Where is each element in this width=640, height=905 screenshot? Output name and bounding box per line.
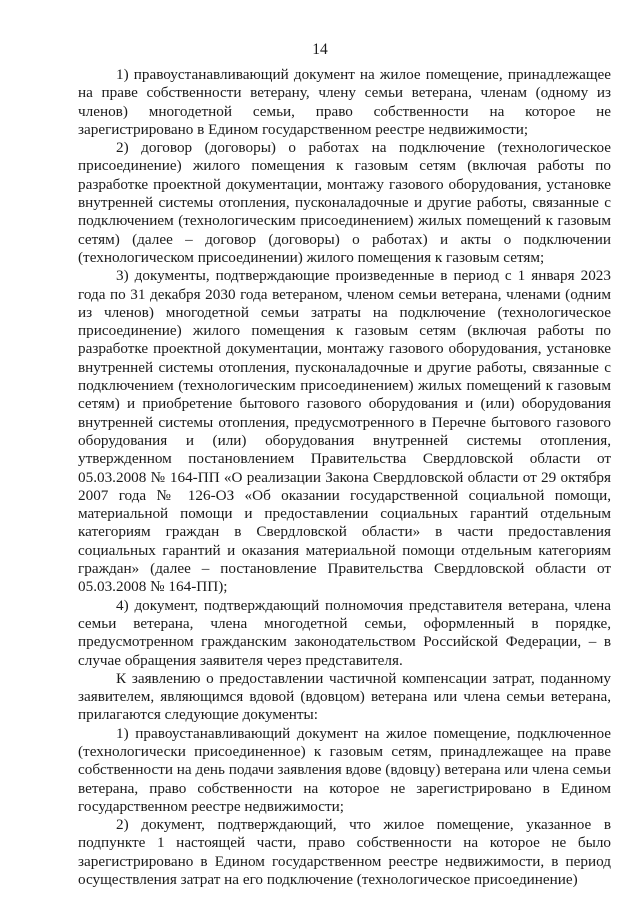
paragraph-attachments-intro: К заявлению о предоставлении частичной компенсации затрат, поданному заявителем, являющимся вдовой (вдовцом) ветерана или члена семьи ветерана, прилагаются следующие документы: <box>78 669 611 724</box>
paragraph-item-1: 1) правоустанавливающий документ на жилое помещение, принадлежащее на праве собственности ветерану, члену семьи ветерана, членам (одному из членов) многодетной семьи, право собственности на которое не зарегистрировано в Едином государственном реестре недвижимости; <box>78 66 611 138</box>
paragraph-widow-item-1: 1) правоустанавливающий документ на жилое помещение, подключенное (технологически присоединенное) к газовым сетям, принадлежащее на праве собственности на день подачи заявления вдове (вдовцу) ветерана или члена семьи ветерана, право собственности на которое не зарегистрировано в Едином государственном реестре недвижимости; <box>78 724 611 815</box>
paragraph-widow-item-2: 2) документ, подтверждающий, что жилое помещение, указанное в подпункте 1 настоящей части, право собственности на которое не было зарегистрировано в Едином государственном реестре недвижимости, в период осуществления затрат на его подключение (технологическое присоединение) <box>78 816 611 889</box>
paragraph-item-4: 4) документ, подтверждающий полномочия представителя ветерана, члена семьи ветерана, члена многодетной семьи, оформленный в порядке, предусмотренном гражданским законодательством Российской Федерации, – в случае обращения заявителя через представителя. <box>78 596 611 669</box>
document-body <box>78 66 611 889</box>
paragraph-item-2: 2) договор (договоры) о работах на подключение (технологическое присоединение) жилого помещения к газовым сетям (включая работы по разработке проектной документации, монтажу газового оборудования, установке внутренней системы отопления, пусконаладочные и другие работы, связанные с подключением (технологическим присоединением) жилых помещений к газовым сетям) (далее – договор (договоры) о работах) и акты о подключении (технологическом присоединении) жилого помещения к газовым сетям; <box>78 139 611 266</box>
page-number: 14 <box>312 41 328 58</box>
paragraph-item-3: 3) документы, подтверждающие произведенные в период с 1 января 2023 года по 31 декабря 2030 года ветераном, членом семьи ветерана, членами (одним из членов) многодетной семьи затраты на подключение (технологическое присоединение) жилого помещения к газовым сетям (включая работы по разработке проектной документации, монтажу газового оборудования, установке внутренней системы отопления, пусконаладочные и другие работы, связанные с подключением (технологическим присоединением) жилых помещений к газовым сетям) и приобретение бытового газового оборудования и (или) оборудования внутренней системы отопления, предусмотренного в Перечне бытового газового оборудования и (или) оборудования внутренней системы отопления, утвержденном постановлением Правительства Свердловской области от 05.03.2008 № 164-ПП «О реализации Закона Свердловской области от 29 октября 2007 года № 126-ОЗ «Об оказании государственной социальной помощи, материальной помощи и предоставлении социальных гарантий отдельным категориям граждан в Свердловской области» в части предоставления социальных гарантий и оказания материальной помощи отдельным категориям граждан» (далее – постановление Правительства Свердловской области от 05.03.2008 № 164-ПП); <box>78 267 611 596</box>
